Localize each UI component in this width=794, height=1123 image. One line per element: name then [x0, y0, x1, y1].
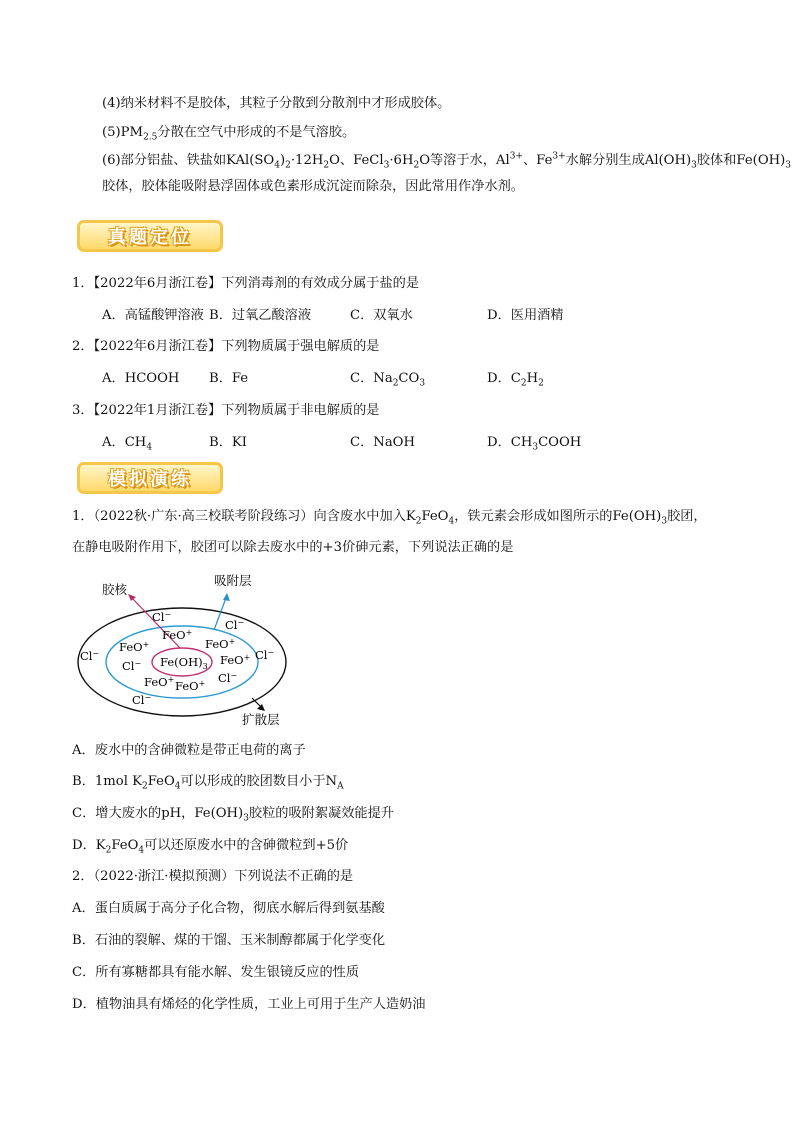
note-4: (4)纳米材料不是胶体，其粒子分散到分散剂中才形成胶体。	[102, 96, 451, 111]
mock-q1-option-a: A．废水中的含砷微粒是带正电荷的离子	[72, 743, 306, 758]
section-banner-mock: 模拟演练	[77, 462, 223, 494]
ion-cl-6: Cl−	[218, 671, 238, 685]
ion-cl-5: Cl−	[255, 648, 275, 662]
ion-feo-5: FeO+	[144, 675, 175, 689]
exam-q2-option-a: A．HCOOH	[102, 371, 180, 386]
exam-q1-stem: 1．【2022年6月浙江卷】下列消毒剂的有效成分属于盐的是	[72, 276, 420, 291]
exam-q3-stem: 3．【2022年1月浙江卷】下列物质属于非电解质的是	[72, 403, 380, 418]
mock-q1-option-d: D．$K_2FeO_4$可以还原废水中的含砷微粒到+5价	[72, 838, 349, 856]
mock-q2-option-c: C．所有寡糖都具有能水解、发生银镜反应的性质	[72, 965, 360, 980]
ion-cl-1: Cl−	[152, 610, 172, 624]
mock-q1-stem-line2: 在静电吸附作用下，胶团可以除去废水中的+3价砷元素，下列说法正确的是	[72, 540, 514, 555]
exam-q2-option-c: C．$Na_2CO_3$	[350, 371, 426, 389]
ion-feo-1: FeO+	[162, 628, 193, 642]
label-diffuse: 扩散层	[242, 712, 280, 726]
ion-cl-7: Cl−	[132, 693, 152, 707]
label-core: 胶核	[102, 582, 128, 597]
diffuse-arrow-head	[257, 704, 265, 711]
mock-q2-option-a: A．蛋白质属于高分子化合物，彻底水解后得到氨基酸	[72, 901, 385, 916]
mock-q1-option-b: B．1mol $K_2FeO_4$可以形成的胶团数目小于$N_A$	[72, 774, 344, 792]
note-5: $(5)PM_{2.5}$分散在空气中形成的不是气溶胶。	[102, 125, 356, 143]
exam-q3-option-c: C．NaOH	[350, 435, 415, 450]
mock-q2-option-d: D．植物油具有烯烃的化学性质，工业上可用于生产人造奶油	[72, 997, 426, 1012]
ion-cl-4: Cl−	[122, 659, 142, 673]
mock-q1-option-c: C．增大废水的pH，$Fe(OH)_3$胶粒的吸附絮凝效能提升	[72, 806, 394, 824]
core-formula: $Fe(OH)_3$	[160, 655, 208, 671]
section-banner-real-exam: 真题定位	[77, 220, 223, 252]
colloid-micelle-diagram	[72, 568, 292, 726]
exam-q3-option-a: A．$CH_4$	[102, 435, 153, 453]
exam-q1-option-a: A．高锰酸钾溶液	[102, 308, 204, 323]
exam-q1-option-d: D．医用酒精	[487, 308, 564, 323]
label-adsorption: 吸附层	[214, 573, 252, 588]
exam-q2-option-b: B．Fe	[209, 371, 249, 386]
ion-feo-4: FeO+	[220, 653, 251, 667]
ion-feo-2: FeO+	[119, 640, 150, 654]
exam-q1-option-b: B．过氧乙酸溶液	[209, 308, 312, 323]
note-6-line1: (6)部分铝盐、铁盐如$KAl(SO_4)_2\cdot 12H_2O$、$FeCl_3\cdot 6H_2O$等溶于水，$Al^{3+}$、$Fe^{3+}$水解分别生成$Al(OH)_3$胶体和$Fe(OH)_3$	[102, 151, 792, 171]
ion-feo-6: FeO+	[175, 679, 206, 693]
adsorb-arrow-head	[223, 593, 230, 601]
ion-feo-3: FeO+	[205, 637, 236, 651]
core-arrow-head	[128, 594, 136, 601]
exam-q3-option-d: D．$CH_3COOH$	[487, 435, 582, 453]
mock-q1-stem-line1: 1．（2022秋·广东·高三校联考阶段练习）向含废水中加入$K_2FeO_4$，铁元素会形成如图所示的$Fe(OH)_3$胶团，	[72, 509, 707, 527]
mock-q2-stem: 2．（2022·浙江·模拟预测）下列说法不正确的是	[72, 869, 354, 884]
exam-q1-option-c: C．双氧水	[350, 308, 413, 323]
mock-q2-option-b: B．石油的裂解、煤的干馏、玉米制醇都属于化学变化	[72, 933, 386, 948]
ion-cl-3: Cl−	[80, 649, 100, 663]
ion-cl-2: Cl−	[225, 618, 245, 632]
exam-q2-stem: 2．【2022年6月浙江卷】下列物质属于强电解质的是	[72, 339, 380, 354]
note-6-line2: 胶体，胶体能吸附悬浮固体或色素形成沉淀而除杂，因此常用作净水剂。	[102, 179, 524, 194]
exam-q3-option-b: B．KI	[209, 435, 247, 450]
exam-q2-option-d: D．$C_2H_2$	[487, 371, 544, 389]
